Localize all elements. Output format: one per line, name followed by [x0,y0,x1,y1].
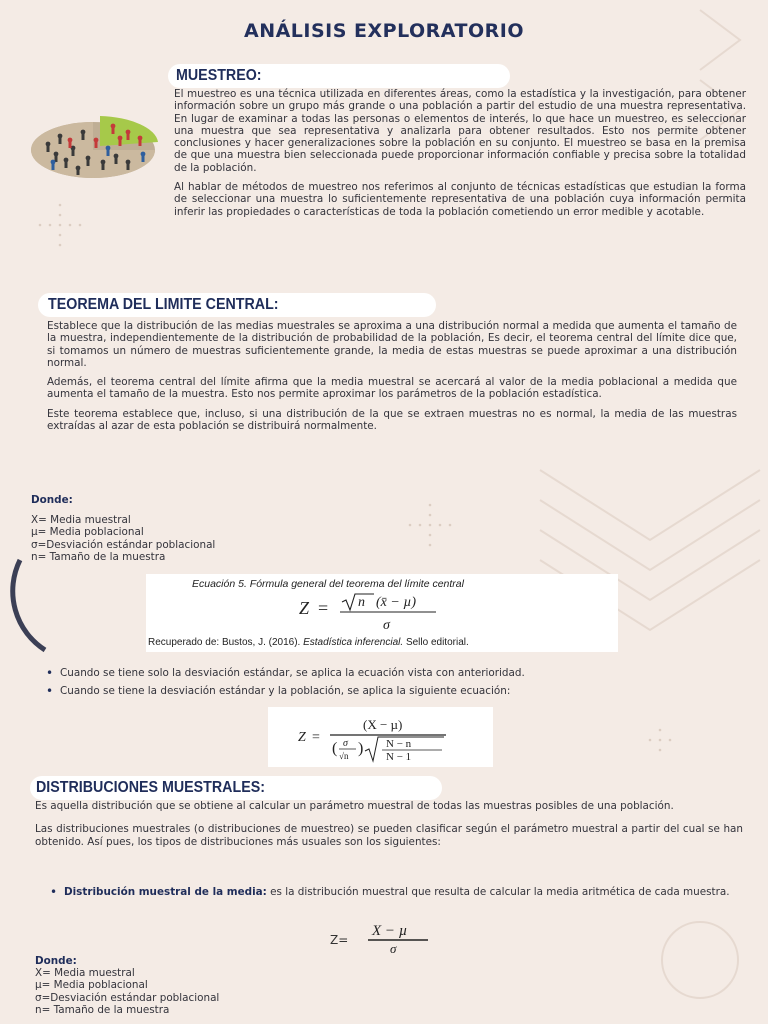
page-title: ANÁLISIS EXPLORATORIO [244,20,524,42]
teorema-heading: TEOREMA DEL LIMITE CENTRAL: [48,296,279,313]
variable-mu: µ= Media poblacional [31,526,144,539]
equation-5-figure [146,574,618,652]
distribuciones-heading-pill [30,776,442,800]
z-mean-label: Z= [330,933,349,947]
distribuciones-heading: DISTRIBUCIONES MUESTRALES: [36,779,265,796]
equation-5-caption: Ecuación 5. Fórmula general del teorema del límite central [192,578,464,590]
distribuciones-bullets [50,886,744,904]
teorema-donde [31,494,73,506]
formula-sqrt-n: n [358,595,365,610]
svg-text:(: ( [332,740,338,757]
formula-sigma: σ [383,618,390,633]
fpc-formula [268,707,493,767]
formula-eq: = [318,598,329,618]
source-suffix: Sello editorial. [405,637,469,648]
dist-variable-sigma: σ=Desviación estándar poblacional [35,991,220,1004]
bullet-desviacion: • Cuando se tiene solo la desviación estándar, se aplica la ecuación vista con anterioridad. [46,667,736,679]
fpc-num: N − n [386,738,412,750]
z-mean-formula [330,920,450,960]
fpc-den: N − 1 [386,751,412,763]
muestreo-text [174,88,746,225]
fpc-eq: = [312,730,320,745]
formula-z: Z [299,598,310,618]
variable-sigma: σ=Desviación estándar poblacional [31,538,216,551]
sample-population-illustration [28,110,158,180]
bullet-desviacion-poblacion: • Cuando se tiene la desviación estándar y la población, se aplica la siguiente ecuación: [46,685,736,697]
teorema-text [47,320,737,439]
z-mean-numerator: X − µ [372,923,408,939]
fpc-formula-figure [268,707,493,767]
distribuciones-paragraph-1: Es aquella distribución que se obtiene al calcular un parámetro muestral de todas las muestras posibles de una población. [35,800,674,812]
distribuciones-variables [35,967,219,1016]
distribuciones-donde [35,955,77,967]
distribuciones-donde-label: Donde: [35,955,77,967]
muestreo-paragraph-2: Al hablar de métodos de muestreo nos referimos al conjunto de técnicas estadísticas que estudian la forma de seleccionar una muestra lo suficientemente representativa de una población cuya información permita inferir las propiedades o características de toda la población cometiendo un error medible y acotable. [174,181,746,218]
muestreo-heading-pill [168,64,510,88]
svg-text:): ) [358,740,364,757]
source-prefix: Recuperado de: Bustos, J. (2016). [148,637,301,648]
teorema-paragraph-3: Este teorema establece que, incluso, si una distribución de la que se extraen muestras no es normal, la media de las muestras extraídas al azar de esta población se distribuirá normalmente. [47,407,737,433]
fpc-numerator: (X − µ) [363,717,403,732]
distribuciones-text [35,800,743,855]
equation-5-source [148,637,469,648]
muestreo-paragraph-1: El muestreo es una técnica utilizada en diferentes áreas, como la estadística y la investigación, para obtener información sobre un grupo más grande o una población a partir del estudio de una muestra representativa. En lugar de examinar a todas las personas o elementos de interés, lo que hace un muestreo, es seleccionar una muestra que sea representativa y analizarla para obtener resultados. Esto nos permite obtener conclusiones y hacer generalizaciones sobre la población en su conjunto. El muestreo se basa en la premisa de que una muestra bien seleccionada puede proporcionar información confiable y precisa sobre la totalidad de la población. [174,88,746,174]
bullet-distribucion-media [50,886,744,898]
teorema-variables [31,514,215,563]
teorema-donde-label: Donde: [31,494,73,506]
teorema-paragraph-2: Además, el teorema central del límite afirma que la media muestral se acercará al valor de la media poblacional a medida que aumenta el tamaño de la muestra. Esto nos permite aproximar los parámetros de la población estadística. [47,376,737,401]
variable-x: X= Media muestral [31,514,131,526]
dist-variable-mu: µ= Media poblacional [35,979,148,992]
bullet-distribucion-media-bold: Distribución muestral de la media: [64,886,267,898]
teorema-bullets [46,667,736,704]
fpc-sqrt-n: √n [339,751,349,761]
bullet-distribucion-media-text: es la distribución muestral que resulta de calcular la media aritmética de cada muestra. [270,886,730,898]
source-title: Estadística inferencial. [303,637,404,648]
formula-numerator: (x̄ − µ) [376,595,417,610]
muestreo-heading: MUESTREO: [176,67,262,84]
fpc-z: Z [298,730,306,745]
z-mean-sigma: σ [390,941,397,956]
teorema-paragraph-1: Establece que la distribución de las medias muestrales se aproxima a una distribución normal a medida que aumenta el tamaño de la muestra, independientemente de la distribución de probabilidad de la población, Es decir, el teorema central del límite dice que, si tomamos un número de muestras suficientemente grande, la media de estas muestras se puede aproximar a una distribución normal. [47,320,737,369]
dist-variable-x: X= Media muestral [35,967,135,979]
variable-n: n= Tamaño de la muestra [31,550,166,563]
teorema-heading-pill [38,293,436,317]
dist-variable-n: n= Tamaño de la muestra [35,1003,170,1016]
fpc-sigma: σ [343,738,348,749]
distribuciones-paragraph-2: Las distribuciones muestrales (o distribuciones de muestreo) se pueden clasificar según el parámetro muestral a partir del cual se han obtenido. Así pues, los tipos de distribuciones más usuales son los siguientes: [35,823,743,848]
